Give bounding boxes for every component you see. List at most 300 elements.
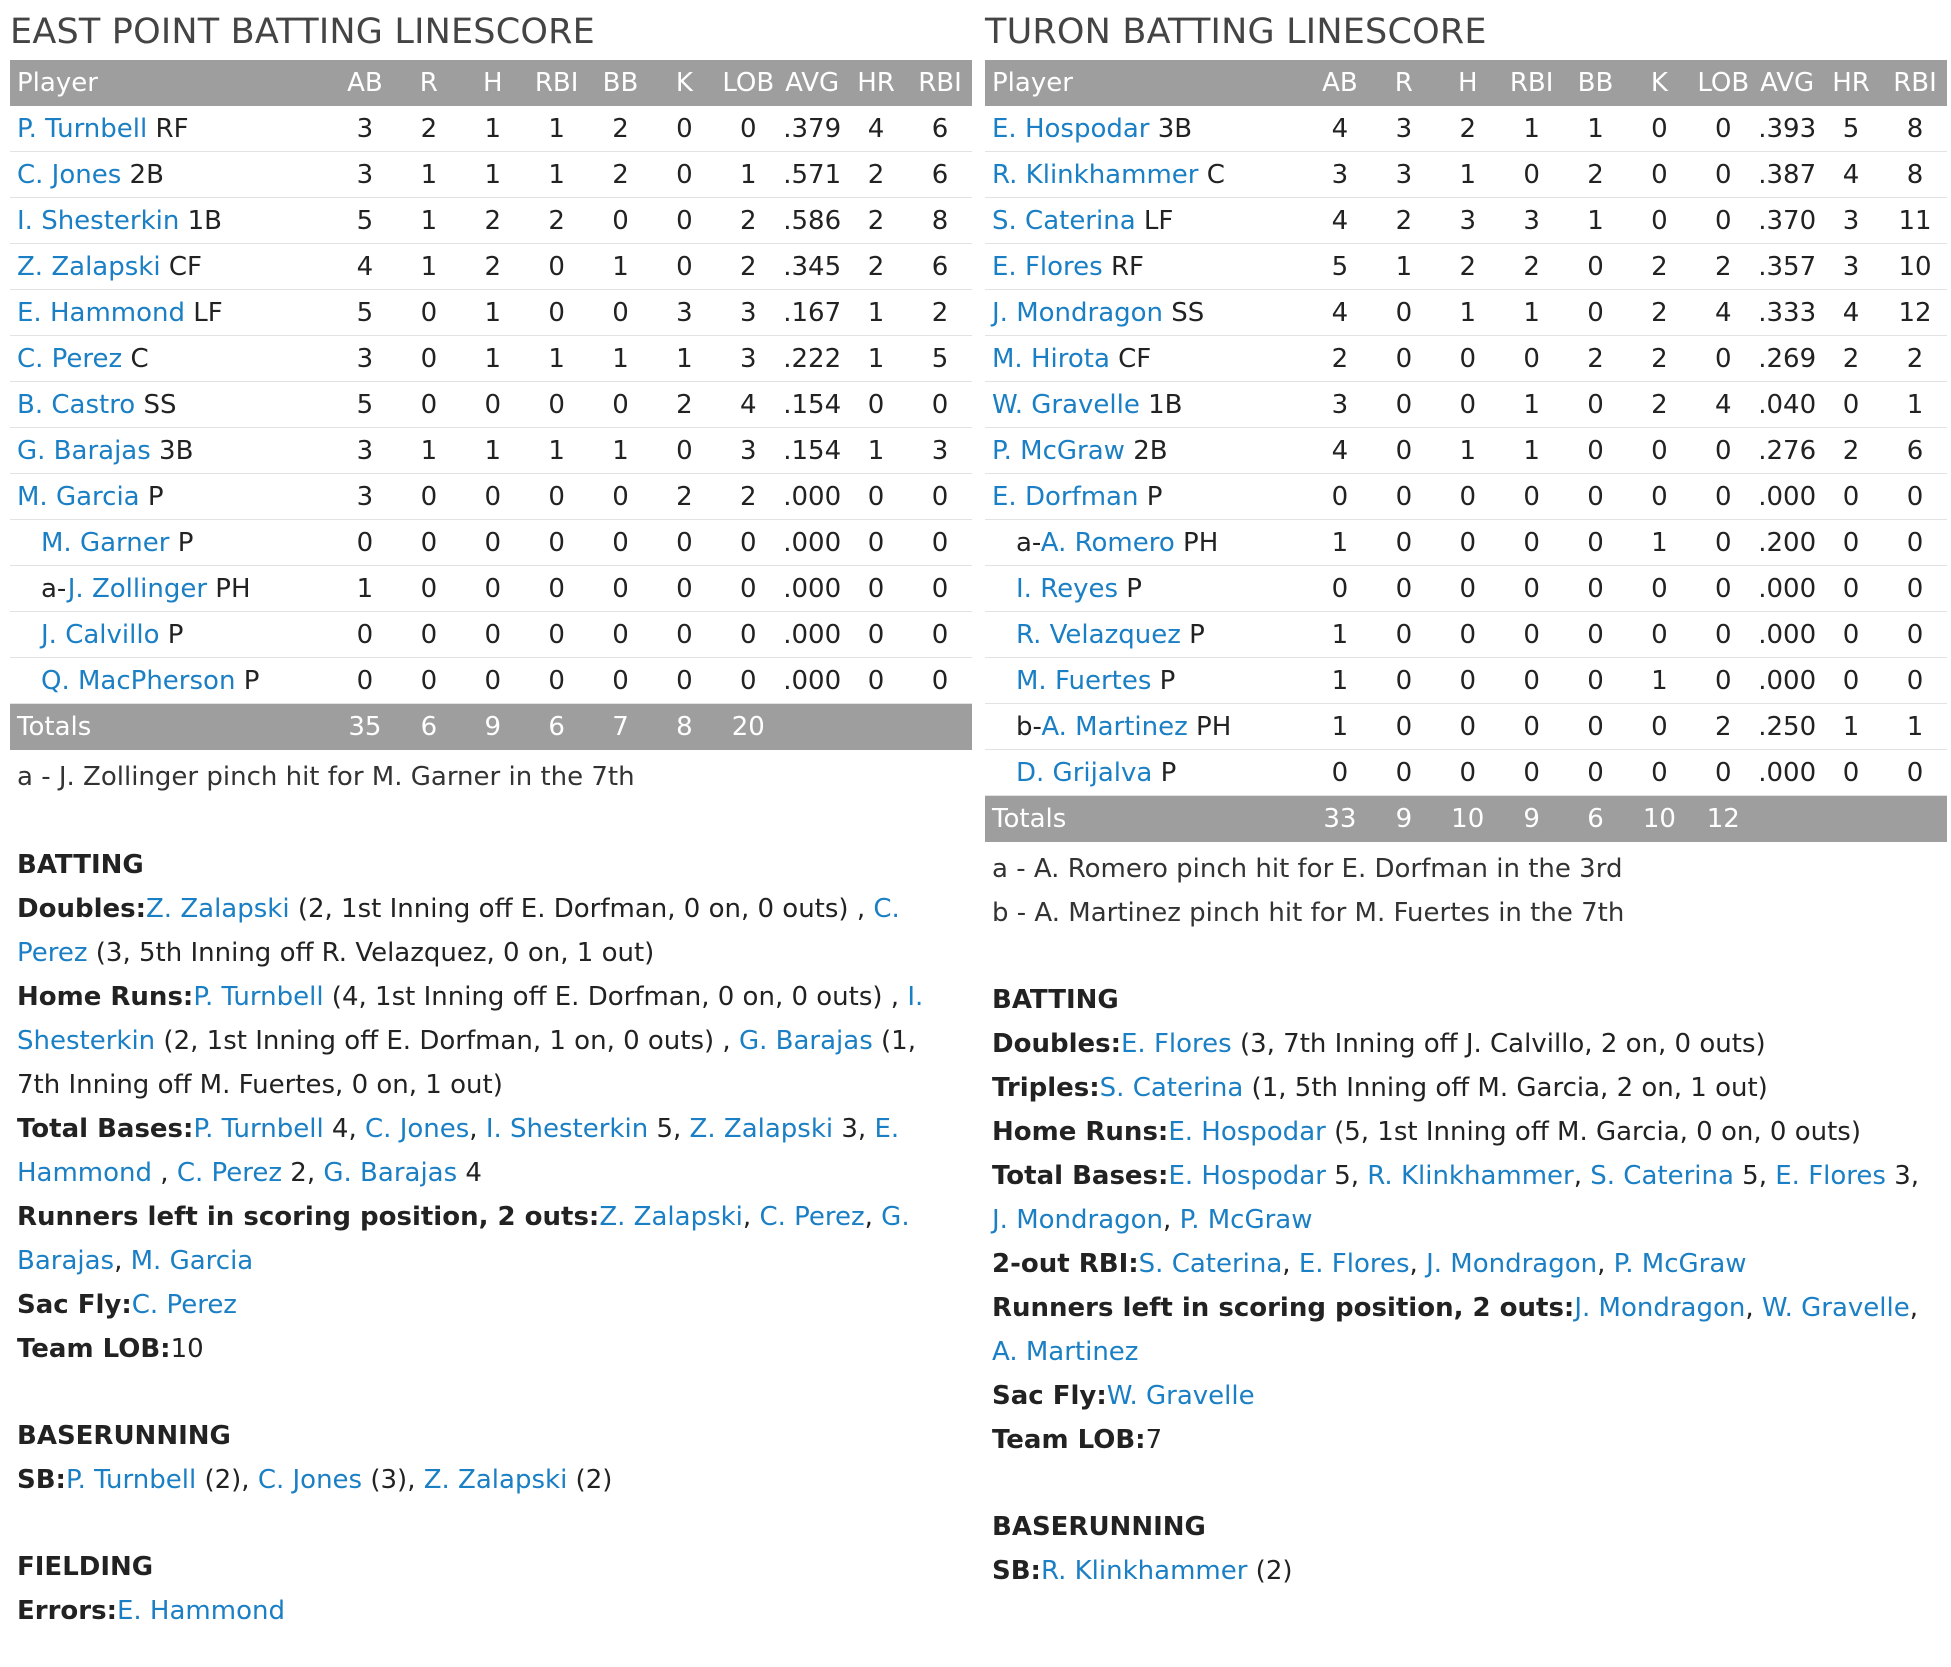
player-position: P (147, 481, 164, 512)
footnote: b - A. Martinez pinch hit for M. Fuertes in the 7th (992, 897, 1625, 928)
stat-cell: 1 (397, 152, 461, 198)
totals-label: Totals (10, 704, 333, 751)
totals-stat: 6 (397, 704, 461, 751)
substitution-marker: a- (41, 573, 68, 604)
player-name-link[interactable]: J. Mondragon (992, 297, 1164, 328)
stat-cell: 0 (1500, 612, 1564, 658)
stat-cell: .000 (1755, 566, 1819, 612)
stat-cell: 0 (1564, 612, 1628, 658)
player-name-link[interactable]: W. Gravelle (1761, 1293, 1910, 1323)
stat-cell: 0 (461, 658, 525, 704)
stat-cell: 5 (333, 290, 397, 336)
stat-cell: .370 (1755, 198, 1819, 244)
player-row (985, 750, 1947, 796)
stat-note-text: 5, (648, 1113, 690, 1144)
player-name-link[interactable]: E. Hammond (17, 297, 185, 328)
player-row (985, 290, 1947, 336)
stat-cell: 0 (1564, 428, 1628, 474)
player-name-link[interactable]: E. Hospodar (1168, 1117, 1326, 1147)
player-name-link[interactable]: G. Barajas (17, 435, 151, 466)
player-name-link[interactable]: R. Velazquez (1016, 619, 1181, 650)
section-heading: BATTING (992, 985, 1119, 1015)
stat-cell: 0 (1436, 750, 1500, 796)
player-name-link[interactable]: C. Perez (17, 343, 123, 374)
stat-cell: 0 (1691, 658, 1755, 704)
stat-cell: 0 (1627, 152, 1691, 198)
stat-cell: 3 (333, 152, 397, 198)
stat-cell: 2 (844, 244, 908, 290)
stat-cell: .154 (780, 382, 844, 428)
player-row (10, 336, 972, 382)
stat-cell: 2 (1627, 336, 1691, 382)
player-name-link[interactable]: E. Flores (1775, 1161, 1886, 1191)
stat-cell: 0 (1436, 382, 1500, 428)
stat-cell: 0 (908, 658, 972, 704)
player-name-link[interactable]: A. Martinez (992, 1337, 1139, 1367)
player-cell (10, 382, 333, 428)
player-name-link[interactable]: P. McGraw (1179, 1205, 1313, 1235)
player-row (10, 520, 972, 566)
stat-cell: 3 (716, 290, 780, 336)
stat-cell: 0 (716, 566, 780, 612)
player-position: PH (1183, 527, 1219, 558)
player-cell (985, 198, 1308, 244)
stat-cell: 0 (716, 520, 780, 566)
stat-cell: 11 (1883, 198, 1947, 244)
player-name-link[interactable]: C. Perez (759, 1201, 865, 1232)
player-name-link[interactable]: J. Zollinger (67, 573, 208, 604)
stat-note-row (17, 1458, 966, 1502)
player-row (10, 152, 972, 198)
player-name-link[interactable]: I. Shesterkin (17, 205, 180, 236)
stat-cell: 0 (652, 612, 716, 658)
stat-cell: 8 (908, 198, 972, 244)
stat-cell: .345 (780, 244, 844, 290)
stat-cell: 0 (525, 474, 589, 520)
stat-cell: 0 (1372, 658, 1436, 704)
stat-cell: 1 (397, 198, 461, 244)
stat-cell: 1 (397, 428, 461, 474)
stat-cell: 0 (652, 152, 716, 198)
player-name-link[interactable]: C. Jones (257, 1464, 363, 1495)
stat-cell: 0 (1372, 474, 1436, 520)
stat-cell: 0 (844, 658, 908, 704)
player-name-link[interactable]: M. Hirota (992, 343, 1110, 374)
stat-cell: 0 (525, 520, 589, 566)
player-name-link[interactable]: C. Jones (365, 1113, 470, 1144)
stat-note-label: SB: (992, 1556, 1041, 1586)
totals-stat (780, 704, 844, 751)
stat-cell: 0 (589, 474, 653, 520)
stat-note-row (992, 1066, 1941, 1110)
stat-note-row (992, 1286, 1941, 1374)
stat-cell: 0 (397, 566, 461, 612)
player-name-link[interactable]: E. Hammond (116, 1595, 285, 1626)
player-name-link[interactable]: E. Hospodar (1168, 1161, 1326, 1191)
column-header-stat: AVG (780, 60, 844, 106)
player-name-link[interactable]: Z. Zalapski (423, 1464, 568, 1495)
stat-cell: 3 (333, 428, 397, 474)
stat-cell: 0 (844, 612, 908, 658)
player-name-link[interactable]: E. Flores (1120, 1029, 1232, 1059)
player-name-link[interactable]: I. Shesterkin (485, 1113, 649, 1144)
totals-label: Totals (985, 796, 1308, 843)
stat-cell: 0 (1691, 152, 1755, 198)
stat-note-label: SB: (17, 1464, 66, 1495)
stat-cell: 0 (716, 658, 780, 704)
stat-cell: 0 (1372, 612, 1436, 658)
section-batting (985, 978, 1947, 1462)
stat-cell: 1 (525, 152, 589, 198)
column-header-stat: RBI (1883, 60, 1947, 106)
player-position: CF (168, 251, 202, 282)
stat-cell: 8 (1883, 106, 1947, 152)
stat-note-text: , (864, 1201, 882, 1232)
column-header-stat: R (397, 60, 461, 106)
player-name-link[interactable]: C. Perez (131, 1289, 237, 1320)
stat-cell: .000 (780, 566, 844, 612)
stat-cell: .000 (780, 658, 844, 704)
player-name-link[interactable]: P. Turnbell (193, 1113, 324, 1144)
stat-cell: 3 (1372, 106, 1436, 152)
player-name-link[interactable]: M. Garcia (17, 481, 140, 512)
player-name-link[interactable]: G. Barajas (17, 1201, 910, 1276)
player-name-link[interactable]: S. Caterina (1590, 1161, 1734, 1191)
player-cell (10, 428, 333, 474)
stat-cell: 0 (1819, 658, 1883, 704)
player-name-link[interactable]: E. Flores (1298, 1249, 1410, 1279)
totals-stat: 8 (652, 704, 716, 751)
stat-note-label: Home Runs: (17, 981, 194, 1012)
player-name-link[interactable]: S. Caterina (992, 205, 1136, 236)
stat-cell: 1 (1308, 704, 1372, 750)
player-name-link[interactable]: M. Fuertes (1016, 665, 1152, 696)
stat-cell: .200 (1755, 520, 1819, 566)
stat-cell: 0 (908, 520, 972, 566)
stat-cell: 1 (1627, 658, 1691, 704)
totals-stat (1755, 796, 1819, 843)
stat-cell: 4 (716, 382, 780, 428)
player-name-link[interactable]: P. McGraw (992, 435, 1125, 466)
stat-cell: 5 (908, 336, 972, 382)
stat-cell: 0 (1372, 704, 1436, 750)
column-header-stat: K (1627, 60, 1691, 106)
player-position: LF (1143, 205, 1174, 236)
stat-cell: 0 (652, 198, 716, 244)
player-row (985, 566, 1947, 612)
section-spacer (10, 800, 972, 843)
stat-cell: 0 (1883, 474, 1947, 520)
stat-cell: 1 (525, 428, 589, 474)
stat-note-text: 4, (323, 1113, 366, 1144)
player-name-link[interactable]: J. Mondragon (1574, 1293, 1746, 1323)
linescore-title: EAST POINT BATTING LINESCORE (10, 12, 595, 52)
stat-cell: 0 (1500, 152, 1564, 198)
stat-cell: 0 (333, 612, 397, 658)
player-name-link[interactable]: G. Barajas (738, 1025, 873, 1056)
stat-cell: 0 (1500, 520, 1564, 566)
player-cell (10, 198, 333, 244)
player-position: 3B (1157, 113, 1193, 144)
stat-cell: 0 (1627, 428, 1691, 474)
stat-cell: 3 (1308, 152, 1372, 198)
player-name-link[interactable]: Q. MacPherson (41, 665, 236, 696)
player-row (985, 474, 1947, 520)
stat-cell: 2 (397, 106, 461, 152)
player-row (985, 336, 1947, 382)
stat-cell: .040 (1755, 382, 1819, 428)
player-cell (985, 520, 1308, 566)
stat-cell: .000 (1755, 474, 1819, 520)
player-name-link[interactable]: Z. Zalapski (145, 893, 290, 924)
player-name-link[interactable]: Z. Zalapski (17, 251, 161, 282)
player-name-link[interactable]: A. Romero (1040, 527, 1175, 558)
totals-stat: 7 (589, 704, 653, 751)
stat-cell: 0 (333, 520, 397, 566)
player-name-link[interactable]: G. Barajas (323, 1157, 458, 1188)
player-name-link[interactable]: P. Turnbell (193, 981, 324, 1012)
stat-cell: 0 (525, 612, 589, 658)
stat-cell: 0 (1564, 704, 1628, 750)
stat-cell: 1 (333, 566, 397, 612)
stat-cell: 6 (1883, 428, 1947, 474)
stat-cell: 0 (589, 612, 653, 658)
player-name-link[interactable]: W. Gravelle (1106, 1381, 1255, 1411)
totals-stat (908, 704, 972, 751)
player-name-link[interactable]: C. Perez (17, 893, 900, 968)
column-header-player: Player (10, 60, 333, 106)
player-position: 2B (1133, 435, 1168, 466)
stat-note-text: , (1409, 1249, 1427, 1279)
stat-note-text: (5, 1st Inning off M. Garcia, 0 on, 0 outs) (1325, 1117, 1861, 1147)
stat-cell: 5 (333, 198, 397, 244)
player-name-link[interactable]: C. Jones (17, 159, 122, 190)
stat-note-text: 5, (1733, 1161, 1776, 1191)
player-position: RF (155, 113, 189, 144)
stat-cell: 0 (1308, 750, 1372, 796)
stat-cell: 0 (397, 612, 461, 658)
column-header-stat: BB (589, 60, 653, 106)
stat-cell: 0 (1627, 106, 1691, 152)
stat-cell: 0 (652, 566, 716, 612)
stat-cell: 0 (461, 520, 525, 566)
player-cell (985, 244, 1308, 290)
stat-cell: 1 (461, 428, 525, 474)
column-header-stat: LOB (716, 60, 780, 106)
player-row (985, 704, 1947, 750)
stat-cell: 2 (844, 198, 908, 244)
stat-cell: 0 (1627, 704, 1691, 750)
stat-cell: 0 (652, 658, 716, 704)
player-name-link[interactable]: A. Martinez (1041, 711, 1188, 742)
stat-cell: 2 (1372, 198, 1436, 244)
stat-cell: 0 (1308, 566, 1372, 612)
player-row (10, 382, 972, 428)
player-name-link[interactable]: B. Castro (17, 389, 136, 420)
stat-cell: 3 (652, 290, 716, 336)
section-spacer (985, 935, 1947, 978)
stat-cell: 0 (397, 520, 461, 566)
stat-cell: 0 (589, 566, 653, 612)
stat-cell: 1 (1500, 382, 1564, 428)
player-name-link[interactable]: E. Hammond (17, 1113, 900, 1188)
stat-cell: 0 (908, 566, 972, 612)
stat-cell: .222 (780, 336, 844, 382)
stat-cell: .387 (1755, 152, 1819, 198)
player-name-link[interactable]: R. Klinkhammer (1040, 1556, 1248, 1586)
stat-cell: 3 (1819, 198, 1883, 244)
player-cell (985, 750, 1308, 796)
stat-note-text: , (1282, 1249, 1299, 1279)
linescore-title: TURON BATTING LINESCORE (985, 12, 1487, 52)
stat-cell: 2 (1627, 382, 1691, 428)
stat-cell: 1 (844, 428, 908, 474)
stat-cell: 0 (652, 106, 716, 152)
player-row (10, 658, 972, 704)
stat-cell: 0 (1436, 704, 1500, 750)
player-name-link[interactable]: E. Flores (992, 251, 1103, 282)
turon-linescore (985, 0, 1947, 1593)
stat-note-text: , (152, 1157, 177, 1188)
player-position: SS (143, 389, 177, 420)
stat-cell: 5 (333, 382, 397, 428)
player-name-link[interactable]: P. Turnbell (65, 1464, 197, 1495)
stat-cell: 4 (1691, 382, 1755, 428)
stat-cell: 2 (652, 382, 716, 428)
player-name-link[interactable]: C. Perez (176, 1157, 283, 1188)
column-header-stat: H (1436, 60, 1500, 106)
stat-cell: 3 (908, 428, 972, 474)
stat-cell: 0 (908, 474, 972, 520)
stat-cell: .167 (780, 290, 844, 336)
stat-cell: 2 (1436, 106, 1500, 152)
east-point-linescore (10, 0, 972, 1633)
stat-cell: 2 (1691, 244, 1755, 290)
player-cell (10, 566, 333, 612)
player-position: 1B (187, 205, 223, 236)
stat-cell: 2 (589, 152, 653, 198)
stat-cell: .333 (1755, 290, 1819, 336)
stat-cell: .154 (780, 428, 844, 474)
stat-cell: 1 (844, 336, 908, 382)
player-name-link[interactable]: M. Garner (41, 527, 170, 558)
player-cell (985, 152, 1308, 198)
column-header-stat: H (461, 60, 525, 106)
stat-cell: 0 (908, 612, 972, 658)
stat-cell: .250 (1755, 704, 1819, 750)
stat-cell: 0 (1500, 750, 1564, 796)
stat-cell: 0 (525, 290, 589, 336)
stat-cell: 6 (908, 244, 972, 290)
stat-note-text: 7 (1145, 1425, 1163, 1455)
stat-cell: 0 (1308, 474, 1372, 520)
stat-cell: .586 (780, 198, 844, 244)
stat-note-text: , (1745, 1293, 1762, 1323)
stat-cell: 0 (1564, 520, 1628, 566)
player-cell (10, 152, 333, 198)
stat-cell: .571 (780, 152, 844, 198)
player-cell (985, 566, 1308, 612)
stat-cell: 1 (652, 336, 716, 382)
player-row (10, 612, 972, 658)
stat-cell: 2 (1564, 336, 1628, 382)
player-cell (10, 658, 333, 704)
section-baserunning (10, 1414, 972, 1502)
player-name-link[interactable]: P. McGraw (1613, 1249, 1747, 1279)
stat-cell: 4 (1308, 106, 1372, 152)
stat-cell: 2 (461, 198, 525, 244)
player-name-link[interactable]: E. Dorfman (992, 481, 1139, 512)
player-name-link[interactable]: W. Gravelle (992, 389, 1140, 420)
stat-cell: 1 (461, 336, 525, 382)
player-name-link[interactable]: J. Mondragon (992, 1205, 1164, 1235)
player-position: SS (1171, 297, 1205, 328)
player-name-link[interactable]: E. Hospodar (992, 113, 1150, 144)
stat-cell: 0 (1436, 520, 1500, 566)
player-cell (985, 428, 1308, 474)
stat-note-label: Total Bases: (992, 1161, 1169, 1191)
player-name-link[interactable]: R. Klinkhammer (992, 159, 1199, 190)
stat-note-row (992, 1549, 1941, 1593)
player-name-link[interactable]: D. Grijalva (1016, 757, 1153, 788)
player-cell (10, 474, 333, 520)
player-name-link[interactable]: S. Caterina (1138, 1249, 1283, 1279)
player-name-link[interactable]: J. Mondragon (1426, 1249, 1598, 1279)
stat-note-text: (2), (196, 1464, 258, 1495)
stat-cell: 0 (397, 474, 461, 520)
stat-cell: .000 (1755, 658, 1819, 704)
stat-note-text: (2, 1st Inning off E. Dorfman, 0 on, 0 outs) , (289, 893, 874, 924)
player-name-link[interactable]: J. Calvillo (41, 619, 160, 650)
player-name-link[interactable]: I. Reyes (1016, 573, 1119, 604)
stat-cell: 0 (1691, 336, 1755, 382)
player-name-link[interactable]: Z. Zalapski (599, 1201, 743, 1232)
stat-cell: 0 (1883, 612, 1947, 658)
stat-note-label: Doubles: (17, 893, 146, 924)
player-name-link[interactable]: M. Garcia (130, 1245, 254, 1276)
stat-cell: 1 (1308, 658, 1372, 704)
player-cell (10, 290, 333, 336)
column-header-stat: AB (333, 60, 397, 106)
stat-cell: 5 (1308, 244, 1372, 290)
stat-note-row (992, 1374, 1941, 1418)
player-name-link[interactable]: Z. Zalapski (689, 1113, 834, 1144)
stat-cell: 2 (1627, 244, 1691, 290)
player-name-link[interactable]: I. Shesterkin (17, 981, 924, 1056)
player-position: C (130, 343, 149, 374)
stat-cell: 0 (461, 612, 525, 658)
stat-cell: 0 (1627, 566, 1691, 612)
stat-cell: 0 (1372, 750, 1436, 796)
player-name-link[interactable]: R. Klinkhammer (1367, 1161, 1574, 1191)
player-position: 2B (129, 159, 164, 190)
player-row (985, 106, 1947, 152)
stat-cell: 1 (1564, 106, 1628, 152)
stat-cell: 0 (1372, 566, 1436, 612)
stat-note-text: (2) (1247, 1556, 1293, 1586)
player-name-link[interactable]: P. Turnbell (17, 113, 148, 144)
stat-cell: 0 (525, 382, 589, 428)
player-cell (985, 290, 1308, 336)
player-row (985, 658, 1947, 704)
stat-cell: 0 (1883, 750, 1947, 796)
stat-cell: 2 (1883, 336, 1947, 382)
batting-table (10, 60, 972, 750)
stat-cell: 3 (333, 106, 397, 152)
totals-stat: 9 (461, 704, 525, 751)
player-name-link[interactable]: S. Caterina (1099, 1073, 1244, 1103)
stat-cell: 12 (1883, 290, 1947, 336)
